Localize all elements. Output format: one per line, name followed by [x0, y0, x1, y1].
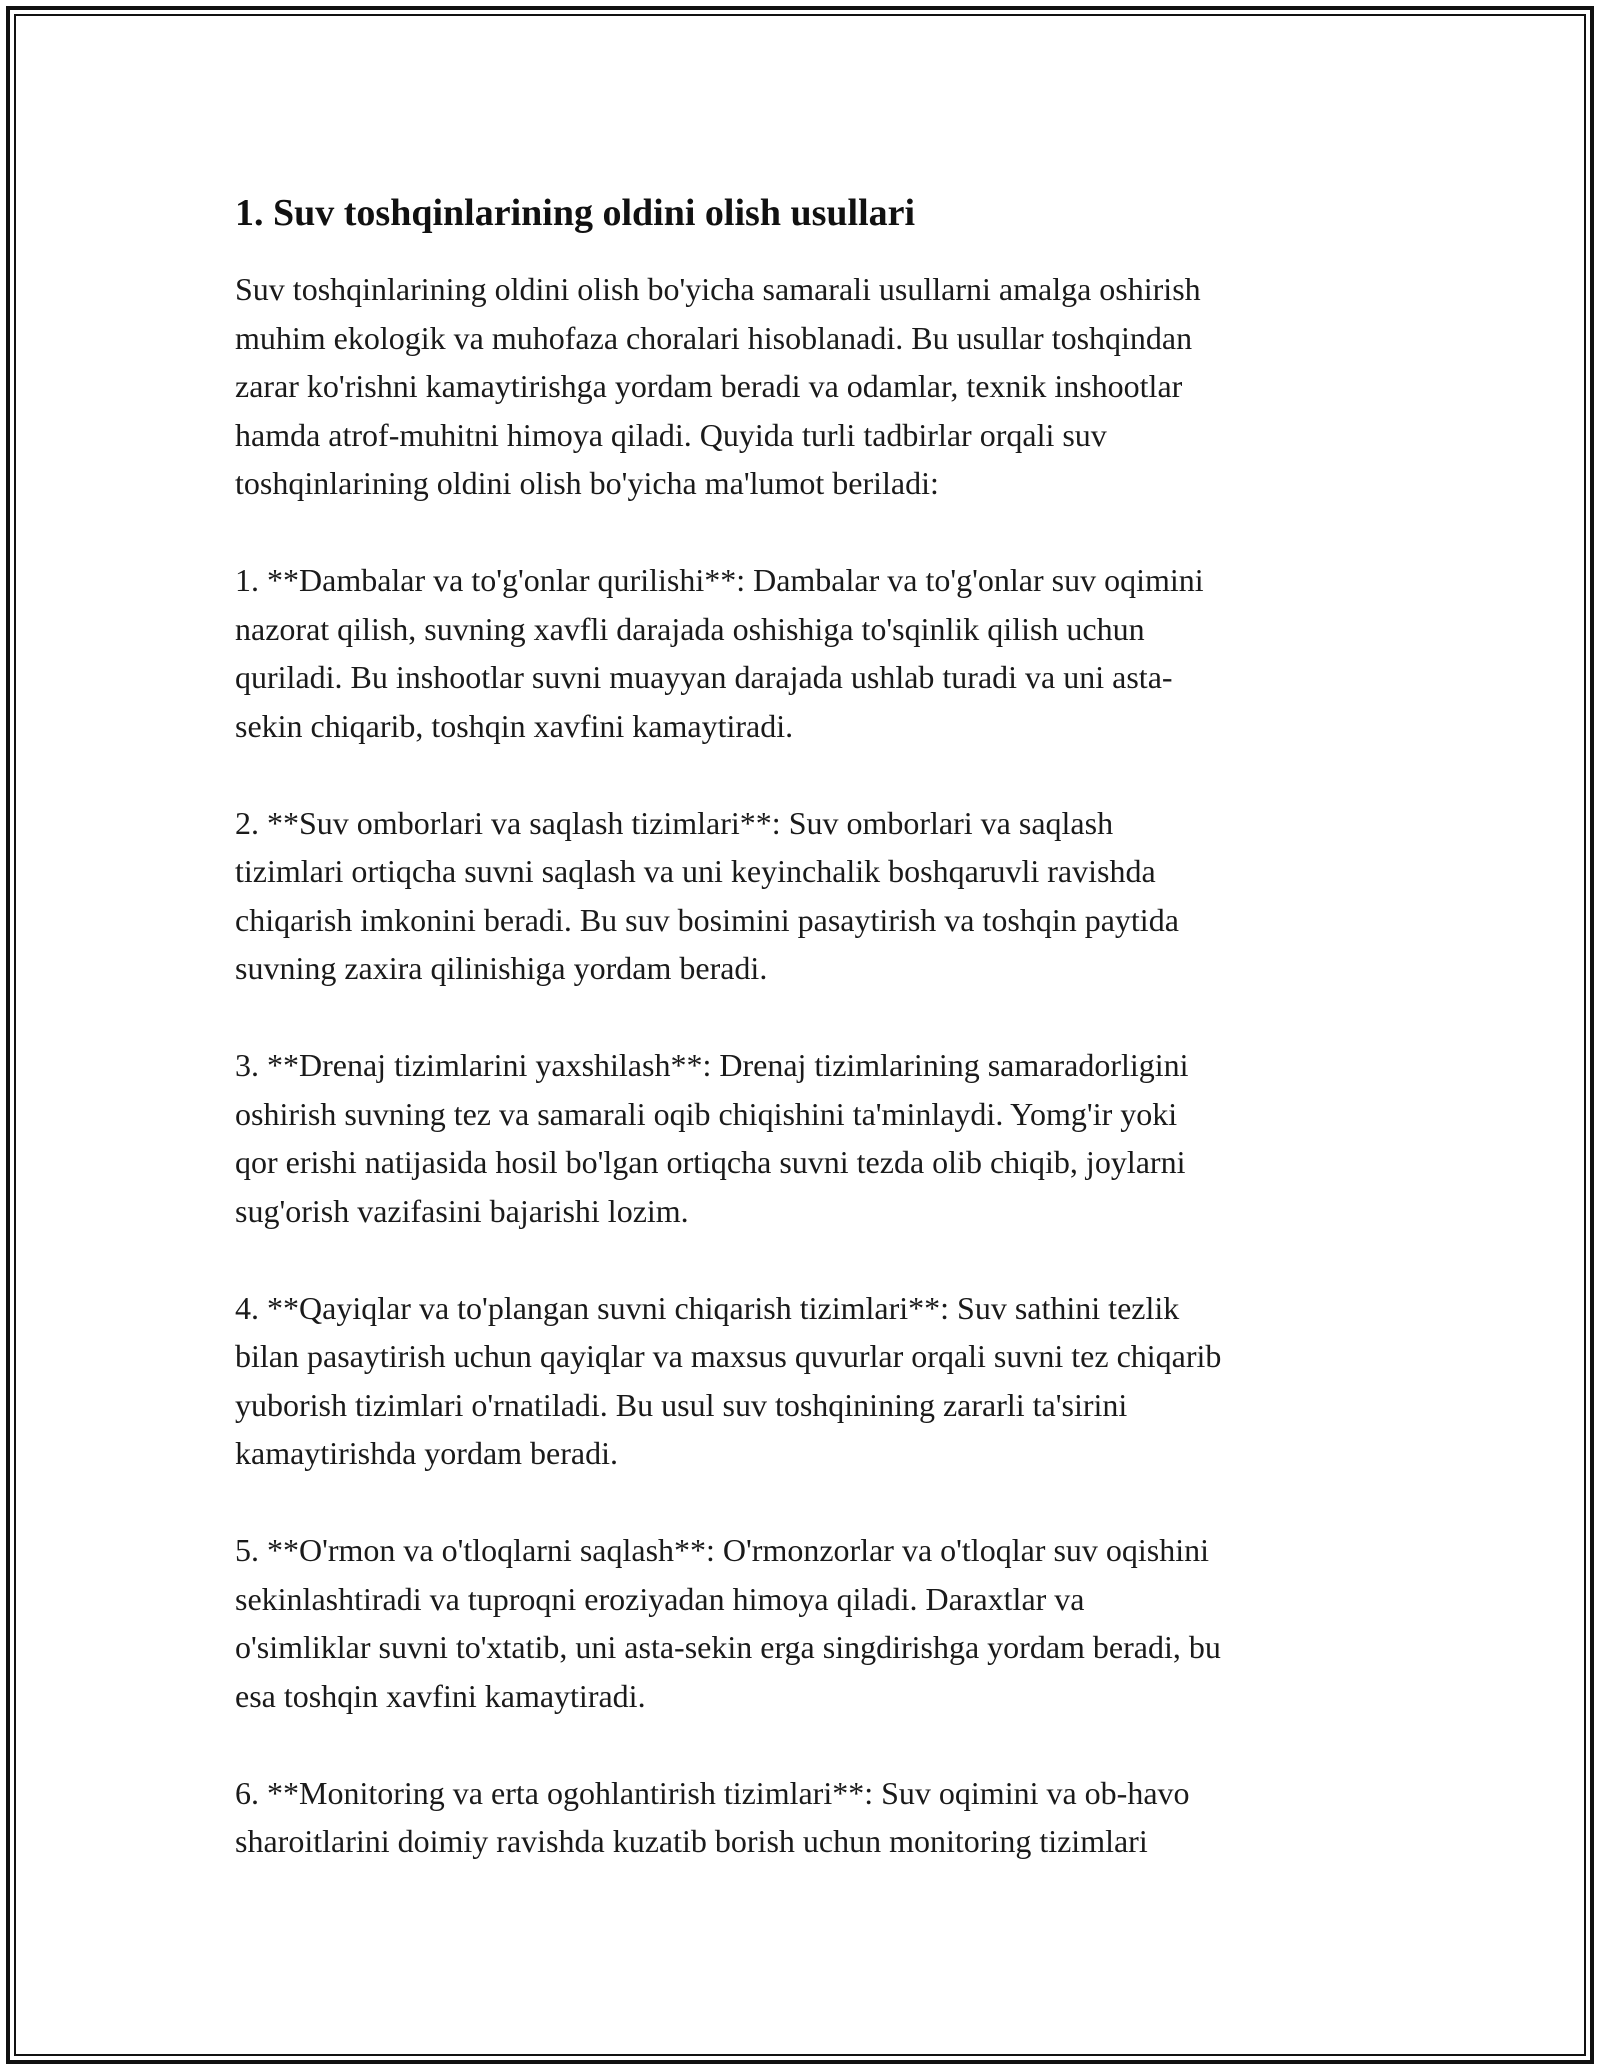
paragraph-spacer [235, 508, 1385, 557]
list-item: 6. **Monitoring va erta ogohlantirish tizimlari**: Suv oqimini va ob-havo sharoitlarini doimiy ravishda kuzatib borish uchun monitoring tizimlari [235, 1774, 1190, 1859]
paragraph-spacer [235, 1720, 1385, 1769]
document-body [235, 185, 1385, 1866]
list-item: 2. **Suv omborlari va saqlash tizimlari**: Suv omborlari va saqlash tizimlari ortiqcha suvni saqlash va uni keyinchalik boshqaruvli ravishda chiqarish imkonini beradi. Bu suv bosimini pasaytirish va toshqin paytida suvning zaxira qilinishiga yordam beradi. [235, 804, 1179, 986]
paragraph-spacer [235, 1478, 1385, 1527]
list-item: 5. **O'rmon va o'tloqlarni saqlash**: O'rmonzorlar va o'tloqlar suv oqishini sekinlashtiradi va tuproqni eroziyadan himoya qiladi. Daraxtlar va o'simliklar suvni to'xtatib, uni asta-sekin erga singdirishga yordam beradi, bu esa toshqin xavfini kamaytiradi. [235, 1532, 1221, 1714]
paragraph-spacer [235, 993, 1385, 1042]
section-heading: 1. Suv toshqinlarining oldini olish usullari [235, 192, 916, 234]
intro-paragraph: Suv toshqinlarining oldini olish bo'yicha samarali usullarni amalga oshirish muhim ekologik va muhofaza choralari hisoblanadi. Bu usullar toshqindan zarar ko'rishni kamaytirishga yordam beradi va odamlar, texnik inshootlar hamda atrof-muhitni himoya qiladi. Quyida turli tadbirlar orqali suv toshqinlarining oldini olish bo'yicha ma'lumot beriladi: [235, 271, 1201, 501]
paragraph-spacer [235, 750, 1385, 799]
list-item: 4. **Qayiqlar va to'plangan suvni chiqarish tizimlari**: Suv sathini tezlik bilan pasaytirish uchun qayiqlar va maxsus quvurlar orqali suvni tez chiqarib yuborish tizimlari o'rnatiladi. Bu usul suv toshqinining zararli ta'sirini kamaytirishda yordam beradi. [235, 1289, 1222, 1471]
list-item: 1. **Dambalar va to'g'onlar qurilishi**: Dambalar va to'g'onlar suv oqimini nazorat qilish, suvning xavfli darajada oshishiga to'sqinlik qilish uchun quriladi. Bu inshootlar suvni muayyan darajada ushlab turadi va uni asta- sekin chiqarib, toshqin xavfini kamaytiradi. [235, 562, 1204, 744]
paragraph-spacer [235, 1235, 1385, 1284]
list-item: 3. **Drenaj tizimlarini yaxshilash**: Drenaj tizimlarining samaradorligini oshirish suvning tez va samarali oqib chiqishini ta'minlaydi. Yomg'ir yoki qor erishi natijasida hosil bo'lgan ortiqcha suvni tezda olib chiqib, joylarni sug'orish vazifasini bajarishi lozim. [235, 1047, 1189, 1229]
